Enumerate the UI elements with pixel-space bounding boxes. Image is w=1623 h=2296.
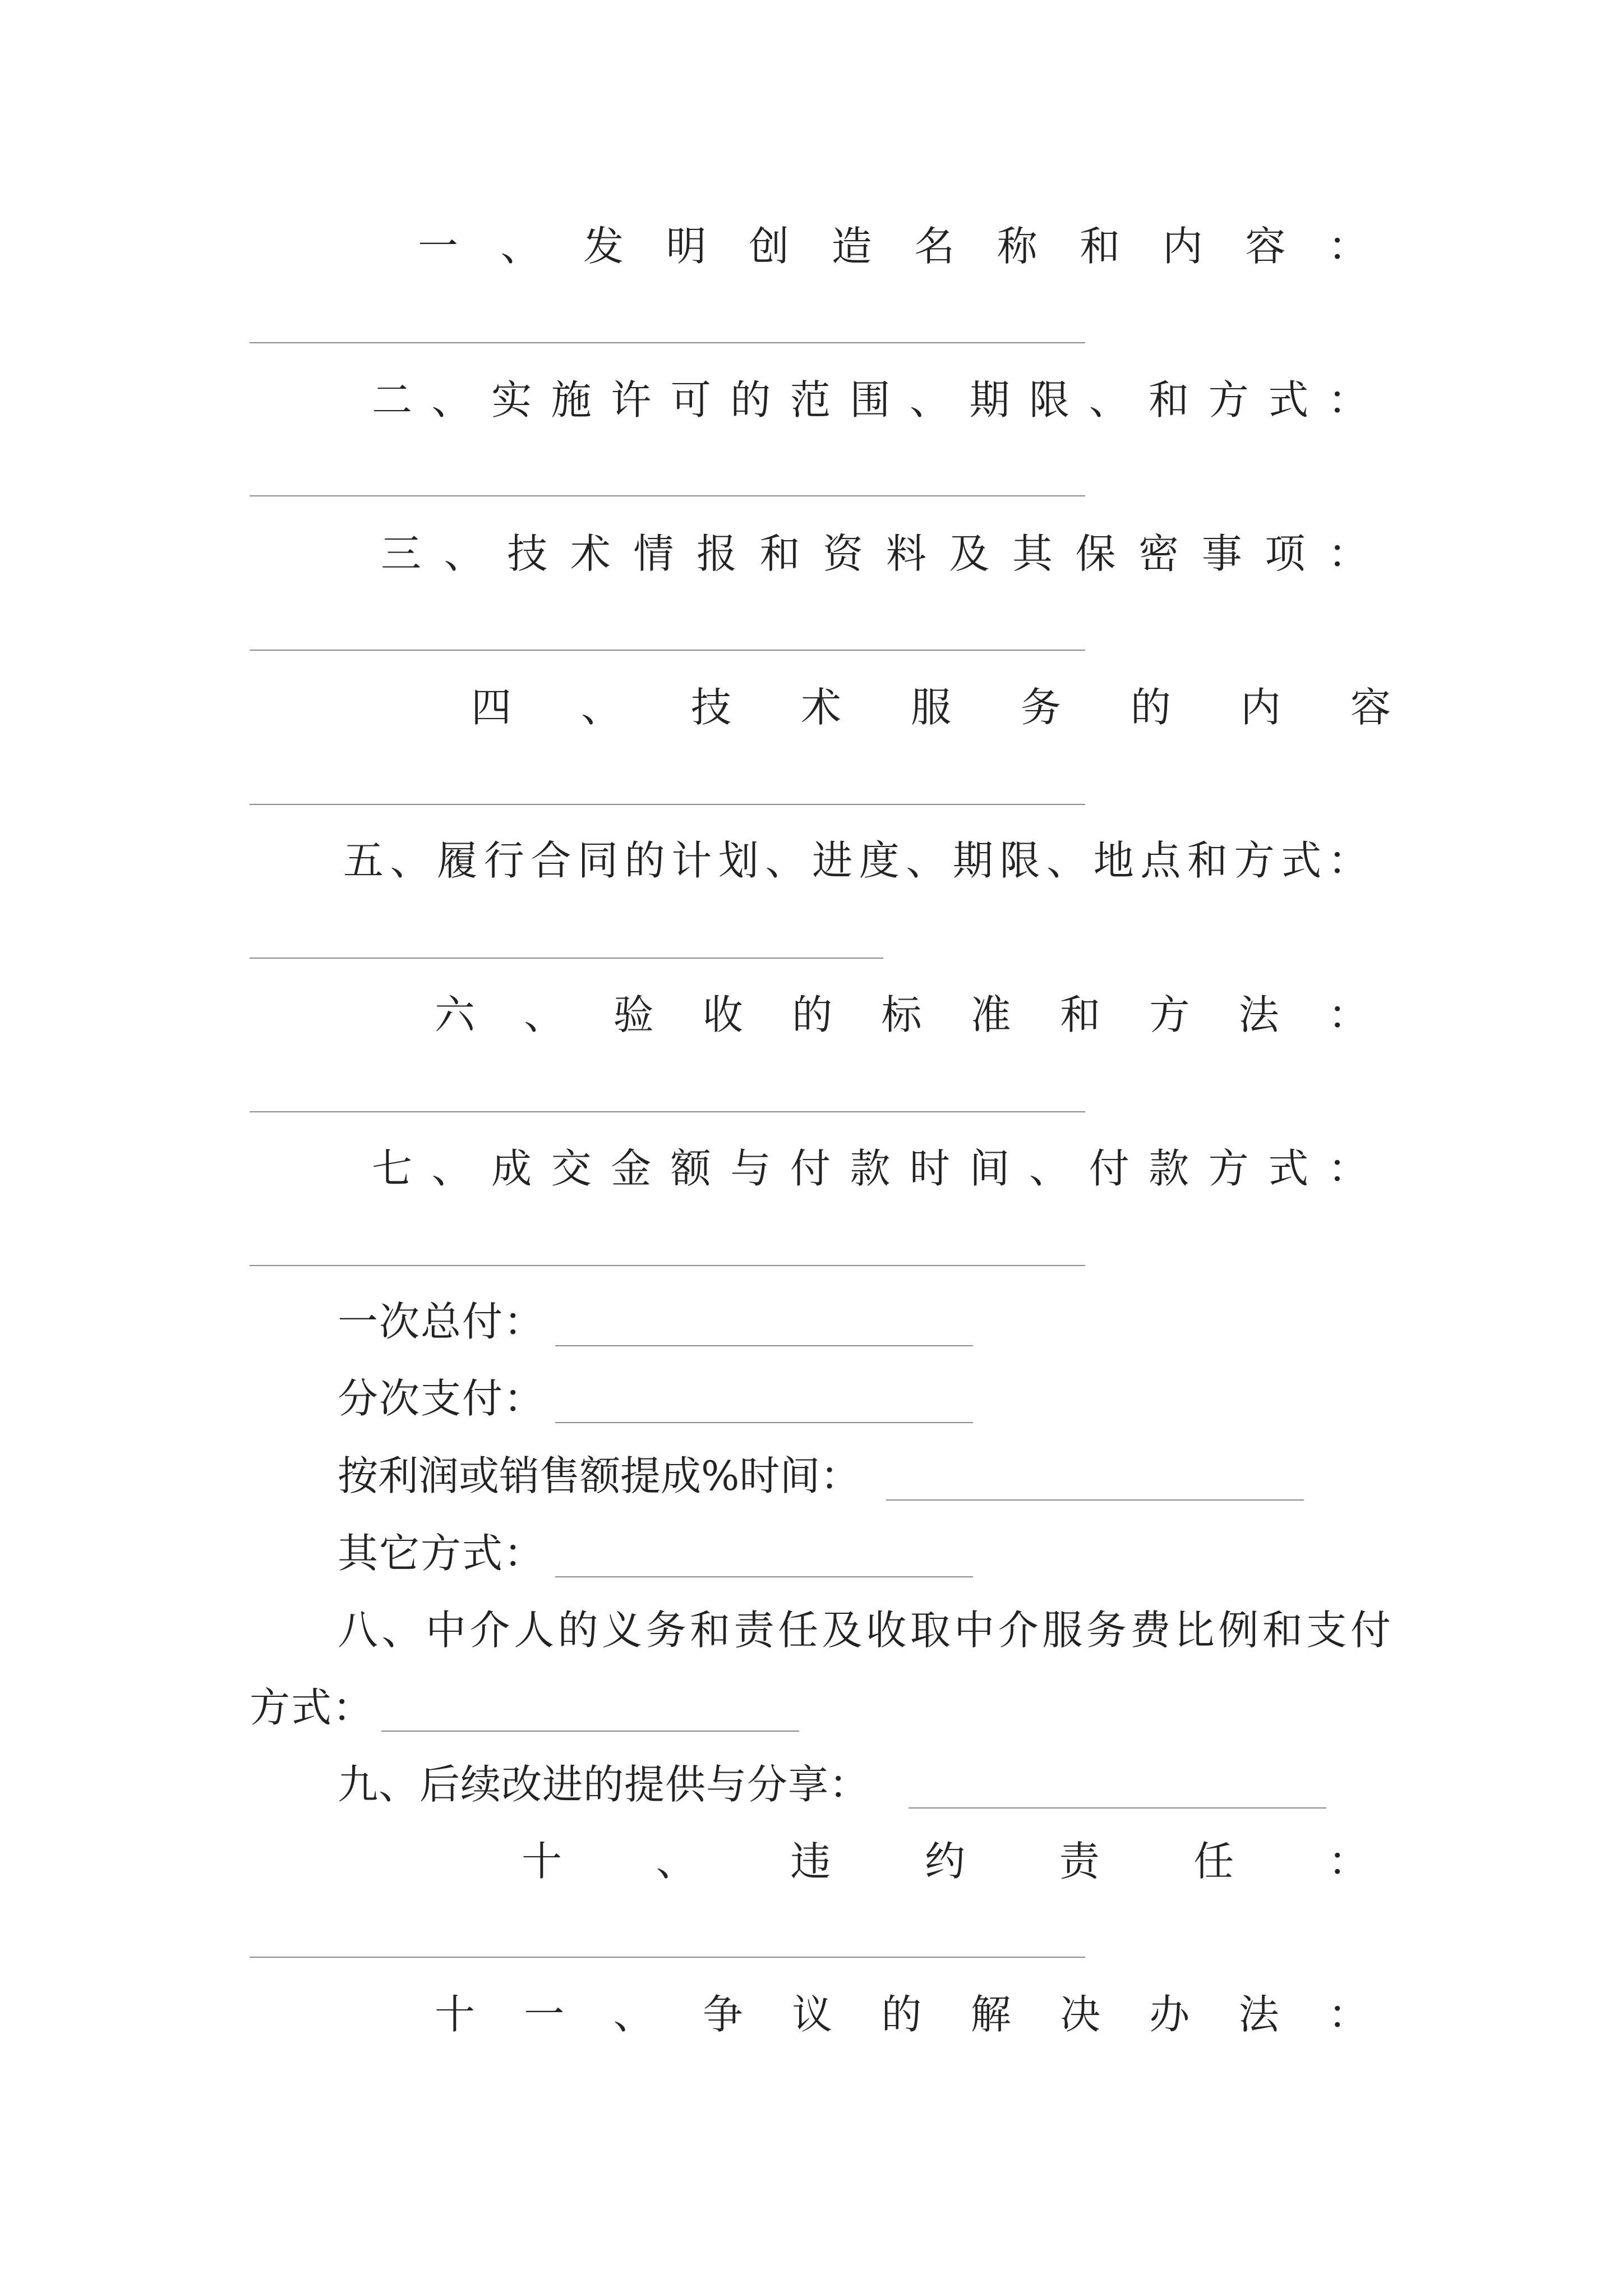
clause-5-heading: 五 、 履 行 合 同 的 计 划 、 进 度 、 期 限 、 地 点 和 方 式 ： xyxy=(343,837,1368,884)
clause-8-continuation: 方式： xyxy=(250,1684,375,1731)
clause-6-blank-line[interactable] xyxy=(250,1111,1085,1112)
clause-9-blank-line[interactable] xyxy=(909,1807,1326,1809)
clause-3-blank-line[interactable] xyxy=(250,650,1085,651)
clause-10-heading: 十 、 违 约 责 任 ： xyxy=(522,1838,1368,1885)
clause-7-blank-line[interactable] xyxy=(250,1265,1085,1266)
clause-6-heading: 六 、 验 收 的 标 准 和 方 法 ： xyxy=(435,991,1368,1038)
clause-1-blank-line[interactable] xyxy=(250,342,1085,343)
other-method-blank-line[interactable] xyxy=(555,1576,973,1577)
clause-1-heading: 一 、 发 明 创 造 名 称 和 内 容 ： xyxy=(418,223,1368,270)
clause-8-blank-line[interactable] xyxy=(381,1731,799,1732)
clause-4-blank-line[interactable] xyxy=(250,804,1085,805)
installment-blank-line[interactable] xyxy=(555,1422,973,1423)
lump-sum-label: 一次总付： xyxy=(338,1298,546,1345)
clause-11-heading: 十 一 、 争 议 的 解 决 办 法 ： xyxy=(435,1991,1368,2038)
other-method-label: 其它方式： xyxy=(338,1530,546,1577)
clause-4-heading: 四 、 技 术 服 务 的 内 容 xyxy=(471,684,1391,731)
clause-7-heading: 七 、 成 交 金 额 与 付 款 时 间 、 付 款 方 式 ： xyxy=(372,1145,1368,1192)
clause-3-heading: 三 、 技 术 情 报 和 资 料 及 其 保 密 事 项 ： xyxy=(381,530,1368,577)
royalty-blank-line[interactable] xyxy=(886,1499,1304,1501)
clause-8-heading: 八 、 中 介 人 的 义 务 和 责 任 及 收 取 中 介 服 务 费 比 例 和 支 付 xyxy=(338,1607,1391,1654)
installment-label: 分次支付： xyxy=(338,1375,546,1422)
clause-9-heading: 九、后续改进的提供与分享： xyxy=(338,1761,870,1808)
clause-5-blank-line[interactable] xyxy=(250,958,883,959)
clause-2-blank-line[interactable] xyxy=(250,495,1085,496)
clause-2-heading: 二 、 实 施 许 可 的 范 围 、 期 限 、 和 方 式 ： xyxy=(372,376,1368,424)
lump-sum-blank-line[interactable] xyxy=(555,1345,973,1346)
clause-10-blank-line[interactable] xyxy=(250,1957,1085,1958)
royalty-label: 按利润或销售额提成%时间： xyxy=(338,1452,861,1499)
